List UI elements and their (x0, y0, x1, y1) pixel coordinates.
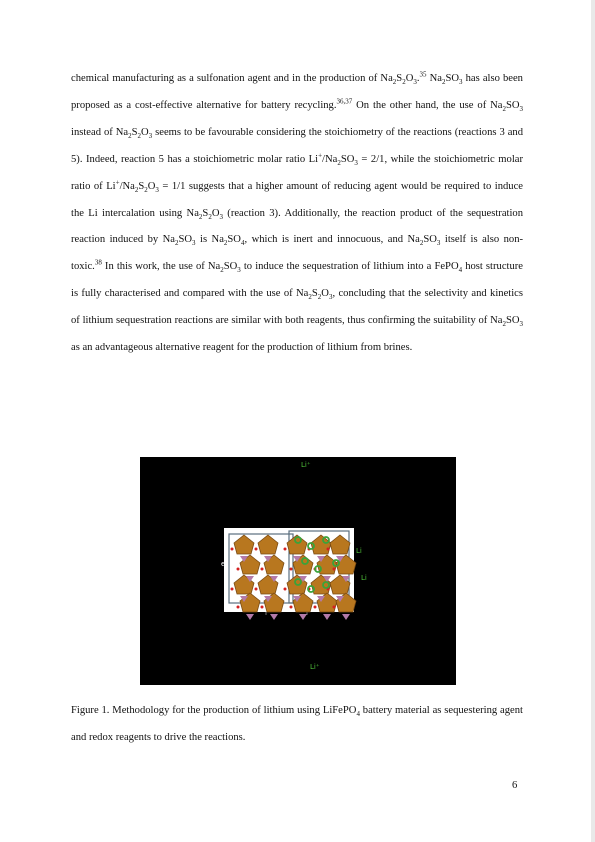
subscript: 3 (237, 266, 241, 275)
text-run: SO (423, 234, 437, 246)
text-run: (reaction 3). Additionally, the reaction product of the sequestration reaction induced by Na (71, 207, 523, 246)
text-run: O (211, 207, 220, 219)
subscript: 2 (134, 185, 139, 194)
oxygen-atom (255, 548, 258, 551)
tetrahedron (323, 614, 331, 620)
oxygen-atom (237, 568, 240, 571)
oxygen-atom (284, 588, 287, 591)
subscript: 3 (519, 105, 523, 114)
subscript: 2 (220, 266, 224, 275)
superscript: 38 (94, 258, 102, 267)
text-run: itself is also non-toxic. (71, 234, 524, 273)
subscript: 3 (148, 131, 153, 140)
subscript: 2 (128, 131, 132, 140)
text-run: S (202, 207, 209, 219)
oxygen-atom (255, 588, 258, 591)
subscript: 4 (458, 266, 463, 275)
subscript: 2 (175, 239, 179, 248)
li-right-label-1: Li (356, 547, 362, 555)
text-run: instead of Na (71, 126, 129, 138)
subscript: 4 (240, 239, 245, 248)
text-run: battery material as sequestering agent and redox reagents to drive the reactions. (71, 705, 523, 743)
oxygen-atom (261, 606, 264, 609)
subscript: 2 (137, 131, 142, 140)
electron-label: e (221, 560, 226, 568)
figure-1 (140, 457, 456, 685)
text-run: to induce the sequestration of lithium into a FePO (240, 261, 459, 273)
subscript: 2 (419, 239, 424, 248)
text-run: In this work, the use of Na (101, 261, 221, 273)
figure-caption (71, 697, 523, 751)
superscript: + (115, 178, 120, 187)
text-run: SO (223, 261, 238, 273)
text-run: SO (505, 315, 520, 327)
oxygen-atom (290, 606, 293, 609)
subscript: 2 (402, 78, 406, 87)
text-run: chemical manufacturing as a sulfonation agent and in the production of Na (71, 73, 393, 84)
text-run: S (138, 180, 145, 192)
superscript: 35 (419, 70, 427, 79)
subscript: 3 (519, 320, 523, 329)
text-run: Figure 1. Methodology for the production of lithium using LiFePO (71, 705, 357, 716)
subscript: 2 (198, 212, 203, 221)
crystal-structure-illustration (140, 457, 456, 685)
text-run: = 2/1, while the stoichiometric molar ratio of Li (71, 153, 523, 192)
subscript: 2 (502, 105, 506, 114)
text-run: as an advantageous alternative reagent for the production of lithium from brines. (71, 342, 413, 354)
text-run: , which is inert and innocuous, and Na (244, 234, 420, 246)
subscript: 2 (317, 293, 322, 302)
subscript: 3 (192, 239, 196, 248)
text-run: /Na (119, 180, 135, 192)
superscript: + (318, 151, 323, 160)
text-run: S (311, 288, 318, 300)
text-run: O (141, 126, 149, 138)
oxygen-atom (231, 548, 234, 551)
text-run: Na (426, 73, 442, 84)
subscript: 2 (308, 293, 312, 302)
tetrahedron (246, 614, 254, 620)
subscript: 2 (144, 185, 148, 194)
text-run: S (131, 126, 138, 138)
subscript: 3 (155, 185, 159, 194)
oxygen-atom (261, 568, 264, 571)
text-run: SO (445, 73, 459, 84)
text-run: SO (227, 234, 241, 246)
subscript: 4 (356, 710, 360, 719)
page-number: 6 (512, 780, 518, 791)
tetrahedron (342, 614, 350, 620)
subscript: 3 (328, 293, 333, 302)
tetrahedron (299, 614, 307, 620)
subscript: 2 (337, 158, 341, 167)
text-run: SO (340, 153, 355, 165)
tetrahedron (270, 614, 278, 620)
text-run: = 1/1 suggests that a higher amount of reducing agent would be required to induce the Li intercalation using Na (71, 180, 523, 219)
li-ion-bottom-label: Li⁺ (310, 663, 320, 671)
oxygen-atom (237, 606, 240, 609)
text-run: SO (505, 99, 520, 111)
text-run: O (321, 288, 329, 300)
oxygen-atom (290, 568, 293, 571)
text-run: host structure is fully characterised and compared with the use of Na (71, 261, 523, 300)
subscript: 3 (354, 158, 358, 167)
li-ion-top-label: Li⁺ (301, 461, 311, 469)
superscript: 36,37 (336, 97, 353, 106)
oxygen-atom (333, 606, 336, 609)
text-run: SO (178, 234, 193, 246)
oxygen-atom (231, 588, 234, 591)
text-run: , concluding that the selectivity and kinetics of lithium sequestration reactions are similar with both reagents, thus confirming the suitability of Na (71, 288, 523, 327)
text-run: is Na (195, 234, 224, 246)
text-run: has also been proposed as a cost-effective alternative for battery recycling. (71, 73, 523, 111)
page-edge (591, 0, 595, 842)
li-right-label-2: Li (361, 574, 367, 582)
subscript: 2 (223, 239, 228, 248)
subscript: 3 (436, 239, 441, 248)
text-run: seems to be favourable considering the stoichiometry of the reactions (reactions 3 and 5). Indeed, reaction 5 has a stoichiometric molar ratio Li (71, 126, 524, 165)
subscript: 2 (208, 212, 212, 221)
subscript: 2 (441, 78, 446, 87)
subscript: 3 (459, 78, 463, 87)
subscript: 2 (502, 320, 506, 329)
oxygen-atom (333, 568, 336, 571)
text-run: S (396, 73, 403, 84)
text-run: /Na (322, 153, 338, 165)
oxygen-atom (314, 606, 317, 609)
text-run: . (416, 73, 420, 84)
oxygen-atom (327, 548, 330, 551)
text-run: O (405, 73, 414, 84)
body-paragraph (71, 66, 523, 362)
text-run: O (147, 180, 156, 192)
subscript: 3 (219, 212, 223, 221)
text-run: On the other hand, the use of Na (352, 99, 503, 111)
subscript: 2 (392, 78, 397, 87)
oxygen-atom (284, 548, 287, 551)
subscript: 3 (413, 78, 417, 87)
